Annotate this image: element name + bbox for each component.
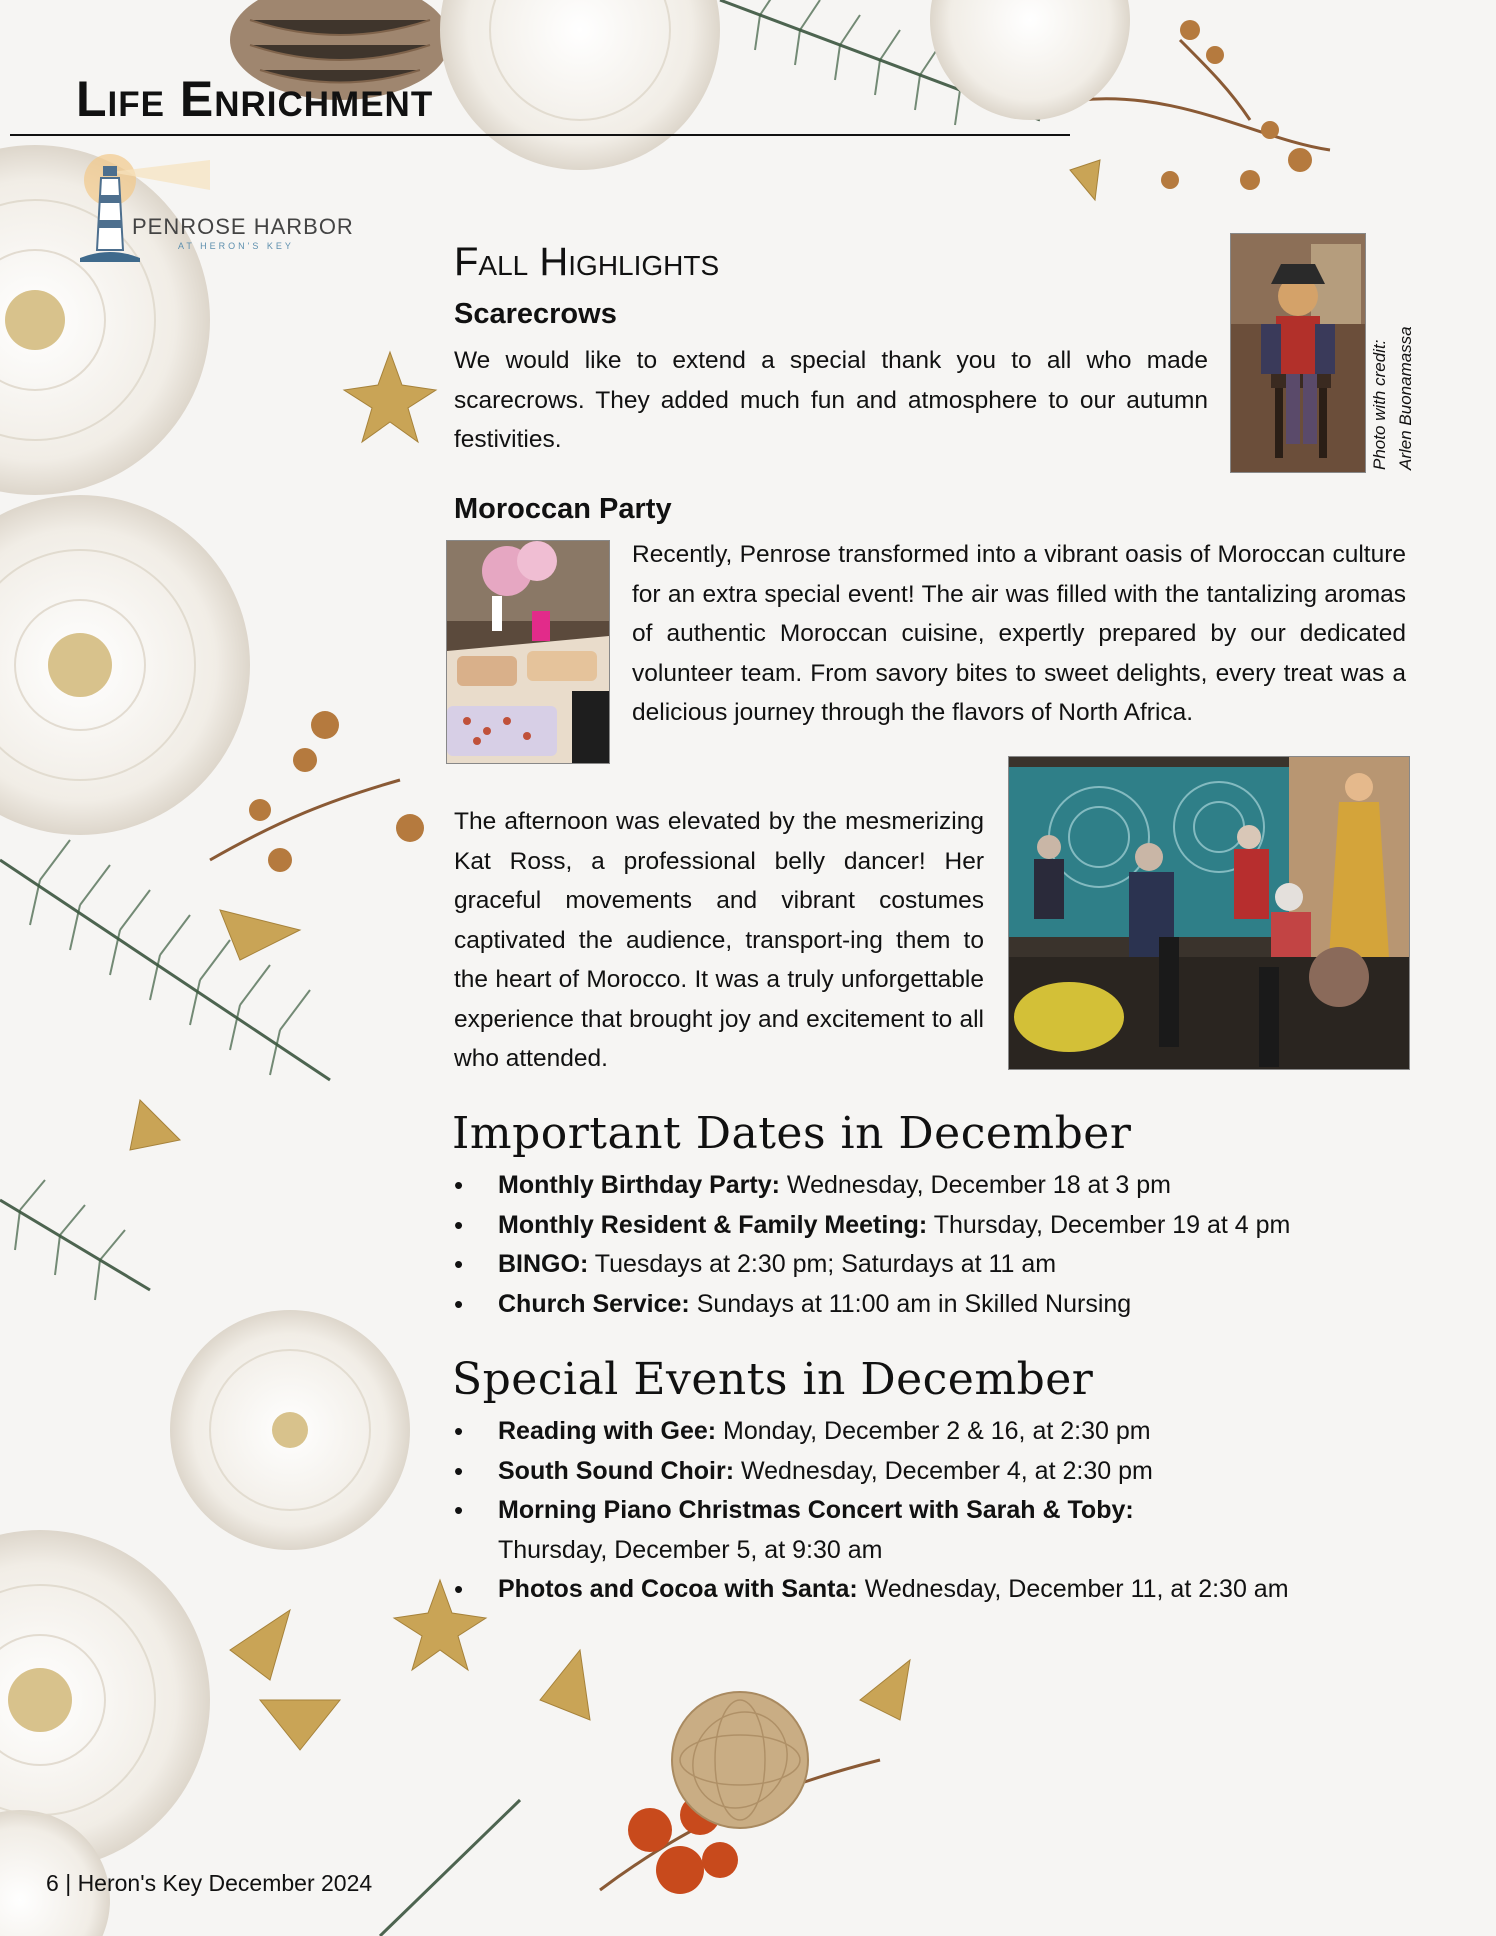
page-number: 6	[46, 1870, 59, 1896]
belly-dancer-photo	[1008, 756, 1410, 1070]
list-item: • Monthly Resident & Family Meeting: Thursday, December 19 at 4 pm	[454, 1206, 1454, 1246]
footer-separator: |	[65, 1870, 72, 1896]
issue-label: Heron's Key December 2024	[77, 1870, 373, 1896]
list-item: • Church Service: Sundays at 11:00 am in Skilled Nursing	[454, 1285, 1454, 1325]
scarecrow-photo	[1230, 233, 1366, 473]
special-events-list	[454, 1412, 1454, 1610]
important-dates-heading: Important Dates in December	[452, 1108, 1132, 1159]
list-item: • Morning Piano Christmas Concert with Sarah & Toby: Thursday, December 5, at 9:30 am	[454, 1491, 1198, 1570]
list-item: • Photos and Cocoa with Santa: Wednesday, December 11, at 2:30 am	[454, 1570, 1454, 1610]
photo-credit	[1367, 318, 1487, 470]
list-item: • Monthly Birthday Party: Wednesday, December 18 at 3 pm	[454, 1166, 1454, 1206]
header-divider	[10, 134, 1070, 136]
fall-highlights-heading: Fall Highlights	[454, 240, 720, 284]
scarecrows-text: We would like to extend a special thank you to all who made scarecrows. They added much fun and atmosphere to our autumn festivities.	[454, 347, 1208, 453]
list-item: • Reading with Gee: Monday, December 2 & 16, at 2:30 pm	[454, 1412, 1454, 1452]
photo-credit-line2: Arlen Buonamassa	[1396, 326, 1415, 470]
page-title: Life Enrichment	[76, 71, 434, 127]
important-dates-list	[454, 1166, 1454, 1324]
list-item: • South Sound Choir: Wednesday, December 4, at 2:30 pm	[454, 1452, 1454, 1492]
list-item: • BINGO: Tuesdays at 2:30 pm; Saturdays at 11 am	[454, 1245, 1454, 1285]
photo-credit-line1: Photo with credit:	[1370, 339, 1389, 470]
page-footer	[46, 1870, 372, 1897]
logo-name: PENROSE HARBOR	[132, 214, 354, 239]
special-events-heading: Special Events in December	[452, 1354, 1094, 1405]
moroccan-party-heading: Moroccan Party	[454, 493, 672, 525]
logo-subtitle: AT HERON'S KEY	[178, 241, 294, 251]
moroccan-party-text-1: Recently, Penrose transformed into a vibrant oasis of Moroccan culture for an extra special event! The air was filled with the tantalizing aromas of authentic Moroccan cuisine, expertly prepared by our dedicated volunteer team. From savory bites to sweet delights, every treat was a delicious journey through the flavors of North Africa.	[632, 541, 1406, 726]
scarecrows-heading: Scarecrows	[454, 298, 617, 330]
moroccan-food-photo	[446, 540, 610, 764]
moroccan-party-text-2: The afternoon was elevated by the mesmerizing Kat Ross, a professional belly dancer! Her graceful movements and vibrant costumes captivated the audience, transport-ing them to the heart of Morocco. It was a truly unforgettable experience that brought joy and excitement to all who attended.	[454, 808, 984, 1072]
